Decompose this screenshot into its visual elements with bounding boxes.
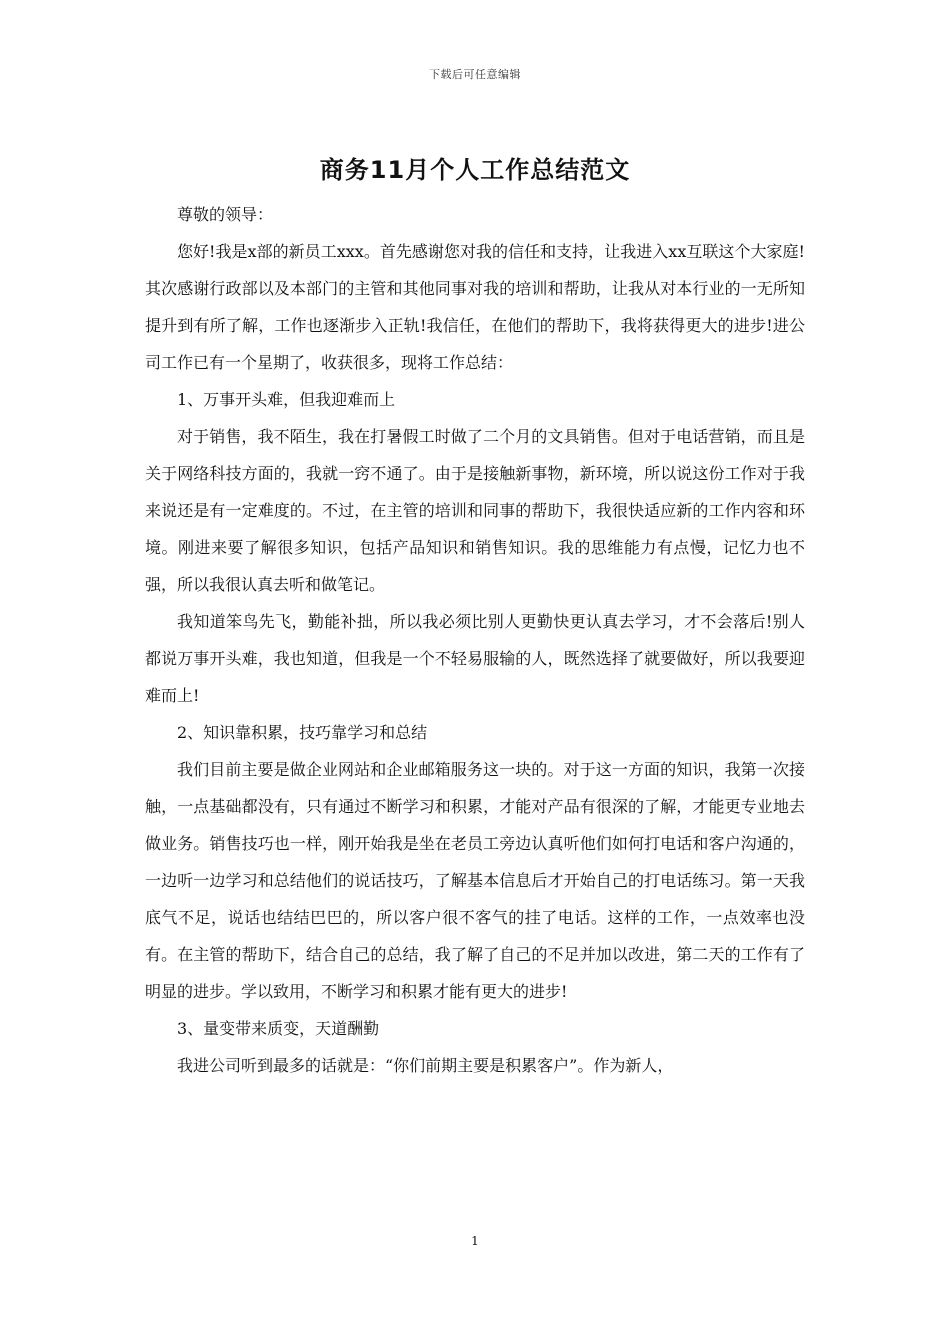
document-title: 商务11月个人工作总结范文 (319, 156, 631, 184)
section-heading-1: 1、万事开头难，但我迎难而上 (177, 390, 396, 409)
paragraph: 我进公司听到最多的话就是：“你们前期主要是积累客户”。作为新人， (177, 1056, 674, 1075)
paragraph: 我知道笨鸟先飞，勤能补拙，所以我必须比别人更勤快更认真去学习，才不会落后!别人都说万事开头难，我也知道，但我是一个不轻易服输的人，既然选择了就要做好，所以我要迎难而上! (145, 612, 805, 705)
document-body (145, 196, 805, 1084)
paragraph: 对于销售，我不陌生，我在打暑假工时做了二个月的文具销售。但对于电话营销，而且是关于网络科技方面的，我就一窍不通了。由于是接触新事物，新环境，所以说这份工作对于我来说还是有一定难度的。不过，在主管的培训和同事的帮助下，我很快适应新的工作内容和环境。刚进来要了解很多知识，包括产品知识和销售知识。我的思维能力有点慢，记忆力也不强，所以我很认真去听和做笔记。 (145, 427, 805, 594)
page-number: 1 (471, 1234, 479, 1248)
salutation: 尊敬的领导： (177, 205, 274, 224)
section-heading-3: 3、量变带来质变，天道酬勤 (177, 1019, 380, 1038)
paragraph-intro: 您好!我是x部的新员工xxx。首先感谢您对我的信任和支持，让我进入xx互联这个大家庭!其次感谢行政部以及本部门的主管和其他同事对我的培训和帮助，让我从对本行业的一无所知提升到有所了解，工作也逐渐步入正轨!我信任，在他们的帮助下，我将获得更大的进步!进公司工作已有一个星期了，收获很多，现将工作总结： (145, 242, 805, 372)
section-heading-2: 2、知识靠积累，技巧靠学习和总结 (177, 723, 428, 742)
page-header-note: 下载后可任意编辑 (429, 68, 521, 81)
paragraph: 我们目前主要是做企业网站和企业邮箱服务这一块的。对于这一方面的知识，我第一次接触，一点基础都没有，只有通过不断学习和积累，才能对产品有很深的了解，才能更专业地去做业务。销售技巧也一样，刚开始我是坐在老员工旁边认真听他们如何打电话和客户沟通的，一边听一边学习和总结他们的说话技巧，了解基本信息后才开始自己的打电话练习。第一天我底气不足，说话也结结巴巴的，所以客户很不客气的挂了电话。这样的工作，一点效率也没有。在主管的帮助下，结合自己的总结，我了解了自己的不足并加以改进，第二天的工作有了明显的进步。学以致用，不断学习和积累才能有更大的进步! (145, 760, 805, 1001)
